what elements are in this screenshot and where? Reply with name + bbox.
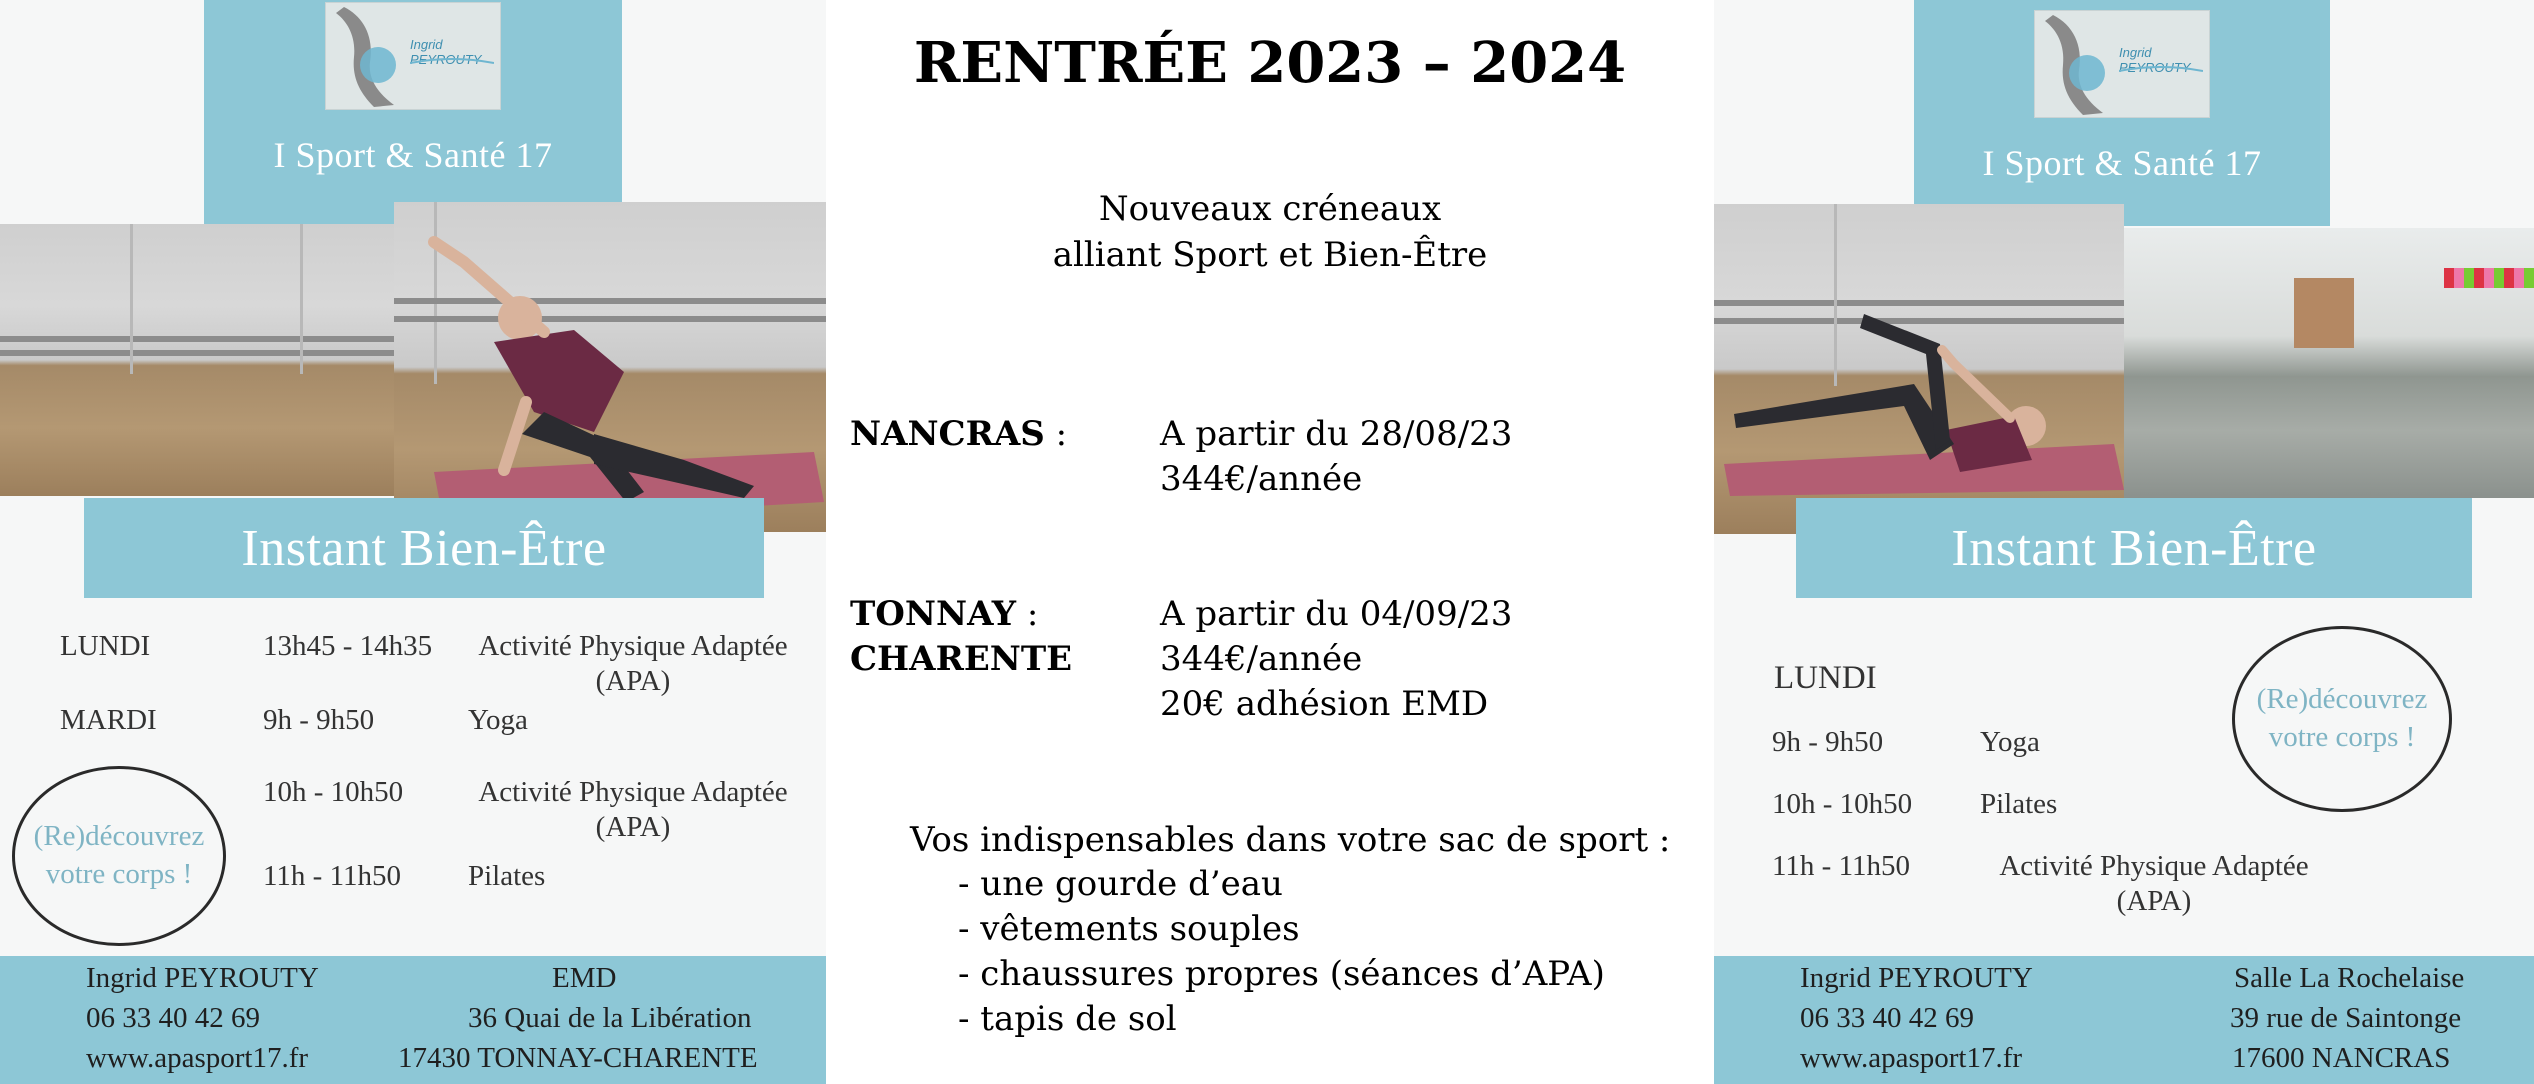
right-flyer <box>1714 0 2534 1084</box>
room-photo <box>2124 228 2534 498</box>
venue-city: 17600 NANCRAS <box>2232 1042 2451 1074</box>
essentials-heading: Vos indispensables dans votre sac de sport : <box>910 820 1671 860</box>
pilates-photo <box>1714 204 2124 534</box>
contact-name: Ingrid PEYROUTY <box>86 962 319 994</box>
pilates-pose-figure <box>1714 204 2124 534</box>
venue-name: Salle La Rochelaise <box>2234 962 2465 994</box>
swoosh-icon <box>2119 65 2203 75</box>
subtitle: Nouveaux créneaux alliant Sport et Bien-Être <box>1052 189 1488 275</box>
day-monday: LUNDI <box>1774 660 1877 696</box>
tonnay-price: 344€/année <box>1160 639 1363 679</box>
day-tuesday: MARDI <box>60 704 157 736</box>
activity: Yoga <box>1980 726 2040 758</box>
swoosh-icon <box>410 57 494 67</box>
contact-phone: 06 33 40 42 69 <box>86 1002 260 1034</box>
anatomy-arm-icon <box>2043 15 2109 115</box>
venue-city: 17430 TONNAY-CHARENTE <box>398 1042 758 1074</box>
center-panel <box>826 0 1714 1084</box>
left-footer <box>0 956 826 1084</box>
contact-name: Ingrid PEYROUTY <box>1800 962 2033 994</box>
time-slot: 11h - 11h50 <box>263 860 402 892</box>
brand-name: I Sport & Santé 17 <box>1982 143 2262 183</box>
day-monday: LUNDI <box>60 630 151 662</box>
venue-address: 39 rue de Saintonge <box>2230 1002 2462 1034</box>
logo-text: Ingrid PEYROUTY <box>410 37 482 67</box>
activity: Pilates <box>468 860 546 892</box>
activity: Activité Physique Adaptée (APA) <box>1999 850 2309 917</box>
website-link[interactable]: www.apasport17.fr <box>86 1042 309 1074</box>
essentials-item: - vêtements souples <box>958 909 1300 949</box>
time-slot: 10h - 10h50 <box>263 776 404 808</box>
venue-address: 36 Quai de la Libération <box>468 1002 752 1034</box>
right-title-band: Instant Bien-Être <box>1796 498 2472 598</box>
website-link[interactable]: www.apasport17.fr <box>1800 1042 2023 1074</box>
yoga-photo <box>394 202 826 532</box>
studio-photo <box>0 224 396 496</box>
contact-phone: 06 33 40 42 69 <box>1800 1002 1974 1034</box>
tonnay-start: A partir du 04/09/23 <box>1160 594 1513 634</box>
discover-badge: (Re)découvrez votre corps ! <box>2232 626 2452 812</box>
tonnay-label: TONNAY : <box>850 594 1039 634</box>
left-title-band: Instant Bien-Être <box>84 498 764 598</box>
time-slot: 11h - 11h50 <box>1772 850 1911 882</box>
time-slot: 9h - 9h50 <box>1772 726 1884 758</box>
left-logo <box>325 2 501 110</box>
time-slot: 13h45 - 14h35 <box>263 630 433 662</box>
discover-badge: (Re)découvrez votre corps ! <box>12 766 226 946</box>
logo-text: Ingrid PEYROUTY <box>2119 45 2191 75</box>
essentials-item: - chaussures propres (séances d’APA) <box>958 954 1605 994</box>
time-slot: 9h - 9h50 <box>263 704 375 736</box>
charente-label: CHARENTE <box>850 639 1073 679</box>
time-slot: 10h - 10h50 <box>1772 788 1913 820</box>
anatomy-arm-icon <box>334 7 400 107</box>
right-logo <box>2034 10 2210 118</box>
page-title: RENTRÉE 2023 – 2024 <box>913 30 1627 96</box>
nancras-start: A partir du 28/08/23 <box>1160 414 1513 454</box>
venue-name: EMD <box>552 962 617 994</box>
activity: Yoga <box>468 704 528 736</box>
brand-name: I Sport & Santé 17 <box>273 135 553 175</box>
right-footer <box>1714 956 2534 1084</box>
essentials-item: - une gourde d’eau <box>958 864 1283 904</box>
yoga-pose-figure <box>394 202 826 532</box>
left-flyer <box>0 0 826 1084</box>
nancras-label: NANCRAS : <box>850 414 1068 454</box>
nancras-price: 344€/année <box>1160 459 1363 499</box>
right-header <box>1914 0 2330 226</box>
left-header <box>204 0 622 226</box>
tonnay-fee: 20€ adhésion EMD <box>1160 684 1489 724</box>
essentials-item: - tapis de sol <box>958 999 1177 1039</box>
activity: Activité Physique Adaptée (APA) <box>478 630 788 697</box>
activity: Activité Physique Adaptée (APA) <box>478 776 788 843</box>
activity: Pilates <box>1980 788 2058 820</box>
